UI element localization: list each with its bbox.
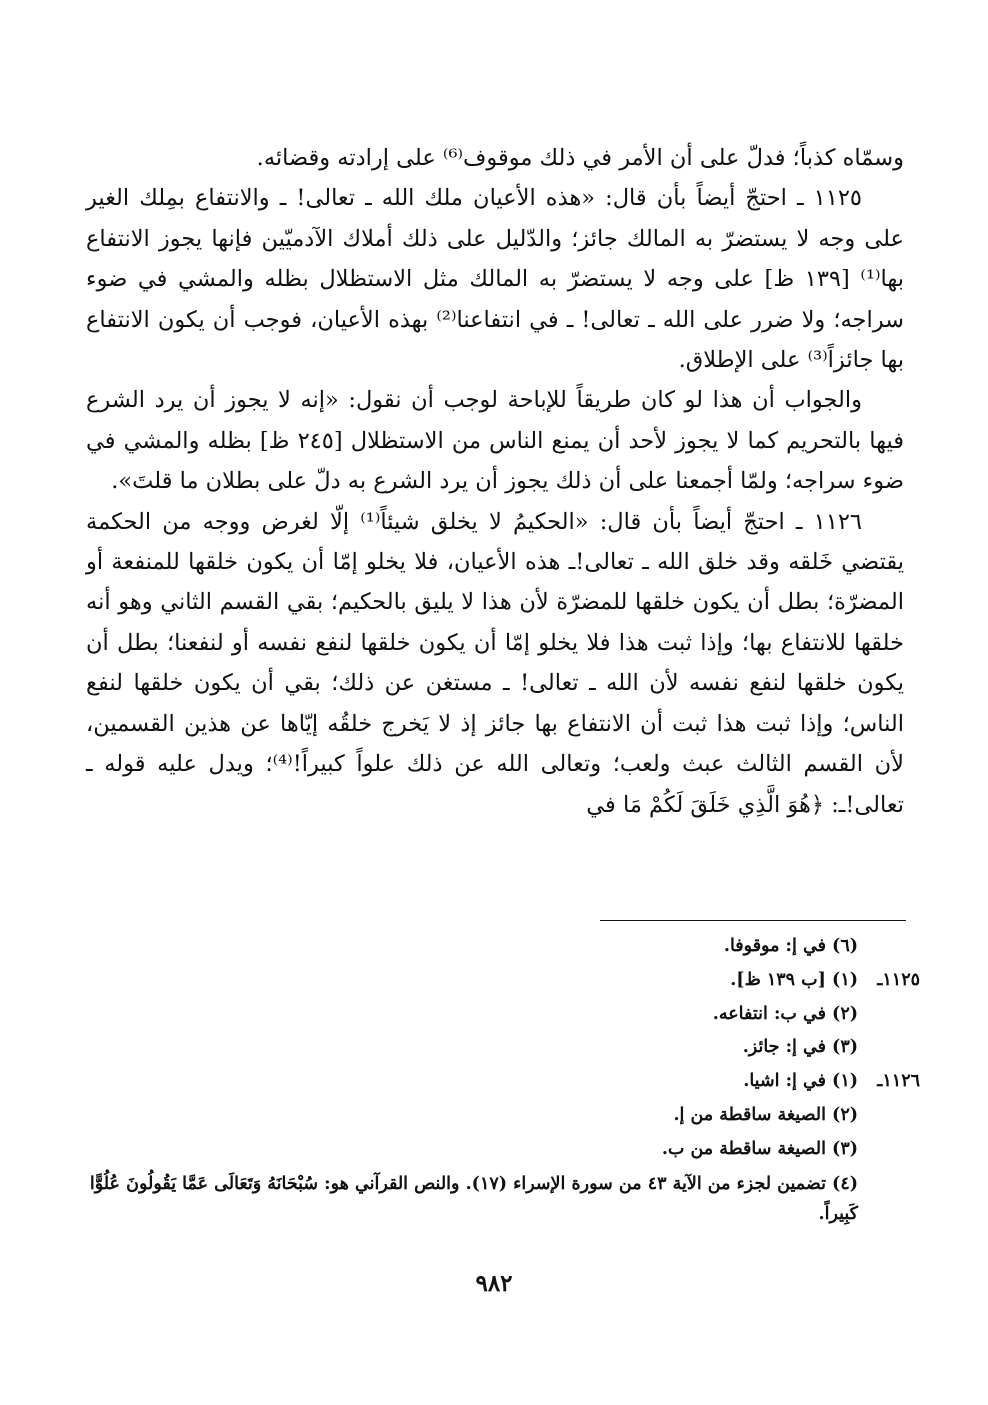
footnote-text: (٣) في إ: جائز. [742,1037,858,1058]
footnote-text: (٤) تضمين لجزء من الآية ٤٣ من سورة الإسراء (١٧). والنص القرآني هو: سُبْحَانَهُ وَتَعَالَى عَمَّا يَقُولُونَ عُلُوًّا كَبِيراً. [89,1173,858,1224]
footnote [86,964,920,998]
paragraph-answer: والجواب أن هذا لو كان طريقاً للإباحة لوجب أن نقول: «إنه لا يجوز أن يرد الشرع فيها بالتحريم كما لا يجوز لأحد أن يمنع الناس من الاستظلال [٢٤٥ ظ] بظله والمشي في ضوء سراجه؛ ولمّا أجمعنا على أن ذلك يجوز أن يرد الشرع به دلّ على بطلان ما قلتَ». [86,387,904,495]
footnote-group-number: ١١٢٥ـ [877,969,920,990]
footnote-text: (٦) في إ: موقوفا. [723,936,858,956]
paragraph-1125: ١١٢٥ ـ احتجّ أيضاً بأن قال: «هذه الأعيان ملك الله ـ تعالى! ـ والانتفاع بمِلك الغير على وجه لا يستضرّ به المالك جائز؛ والدّليل على ذلك أملاك الآدميّين فإنها يجوز الانتفاع بها⁽¹⁾ [١٣٩ ظ] على وجه لا يستضرّ به المالك مثل الاستظلال بظله والمشي في ضوء سراجه؛ ولا ضرر على الله ـ تعالى! ـ في انتفاعنا⁽²⁾ بهذه الأعيان، فوجب أن يكون الانتفاع بها جائزاً⁽³⁾ على الإطلاق. [86,185,904,374]
footnotes [86,930,920,1229]
footnote [86,930,920,964]
footnote-text: (١) [ب ١٣٩ ظ]. [730,969,858,990]
main-text [86,138,904,825]
footnote [86,1065,920,1099]
footnote-separator [600,920,906,921]
footnote-text: (٢) في ب: انتفاعه. [712,1003,858,1024]
paragraph-1126: ١١٢٦ ـ احتجّ أيضاً بأن قال: «الحكيمُ لا يخلق شيئاً⁽¹⁾ إلّا لغرض ووجه من الحكمة يقتضي خَلقه وقد خلق الله ـ تعالى!ـ هذه الأعيان، فلا يخلو إمّا أن يكون خلقها للمنفعة أو المضرّة؛ بطل أن يكون خلقها للمضرّة لأن هذا لا يليق بالحكيم؛ بقي القسم الثاني وهو أنه خلقها للانتفاع بها؛ وإذا ثبت هذا فلا يخلو إمّا أن يكون خلقها لنفع نفسه أو لنفعنا؛ بطل أن يكون خلقها لنفع نفسه لأن الله ـ تعالى! ـ مستغن عن ذلك؛ بقي أن يكون خلقها لنفع الناس؛ وإذا ثبت هذا ثبت أن الانتفاع بها جائز إذ لا يَخرج خلقُه إيّاها عن هذين القسمين، لأن القسم الثالث عبث ولعب؛ وتعالى الله عن ذلك علواً كبيراً!⁽⁴⁾؛ ويدل عليه قوله ـ تعالى!ـ: ﴿هُوَ الَّذِي خَلَقَ لَكُمْ مَا في [86,508,904,818]
footnote-group-number: ١١٢٦ـ [877,1071,920,1092]
footnote-text: (٣) الصيغة ساقطة من ب. [661,1138,858,1159]
footnote [86,1099,920,1133]
paragraph-intro: وسمّاه كذباً؛ فدلّ على أن الأمر في ذلك موقوف⁽⁶⁾ على إرادته وقضائه. [256,145,904,171]
footnote-text: (١) في إ: اشيا. [743,1071,858,1092]
footnote [86,998,920,1032]
footnote [86,1167,920,1229]
footnote-text: (٢) الصيغة ساقطة من إ. [673,1104,858,1125]
footnote [86,1031,920,1065]
page-number: ٩٨٢ [475,1270,513,1297]
footnote [86,1133,920,1167]
